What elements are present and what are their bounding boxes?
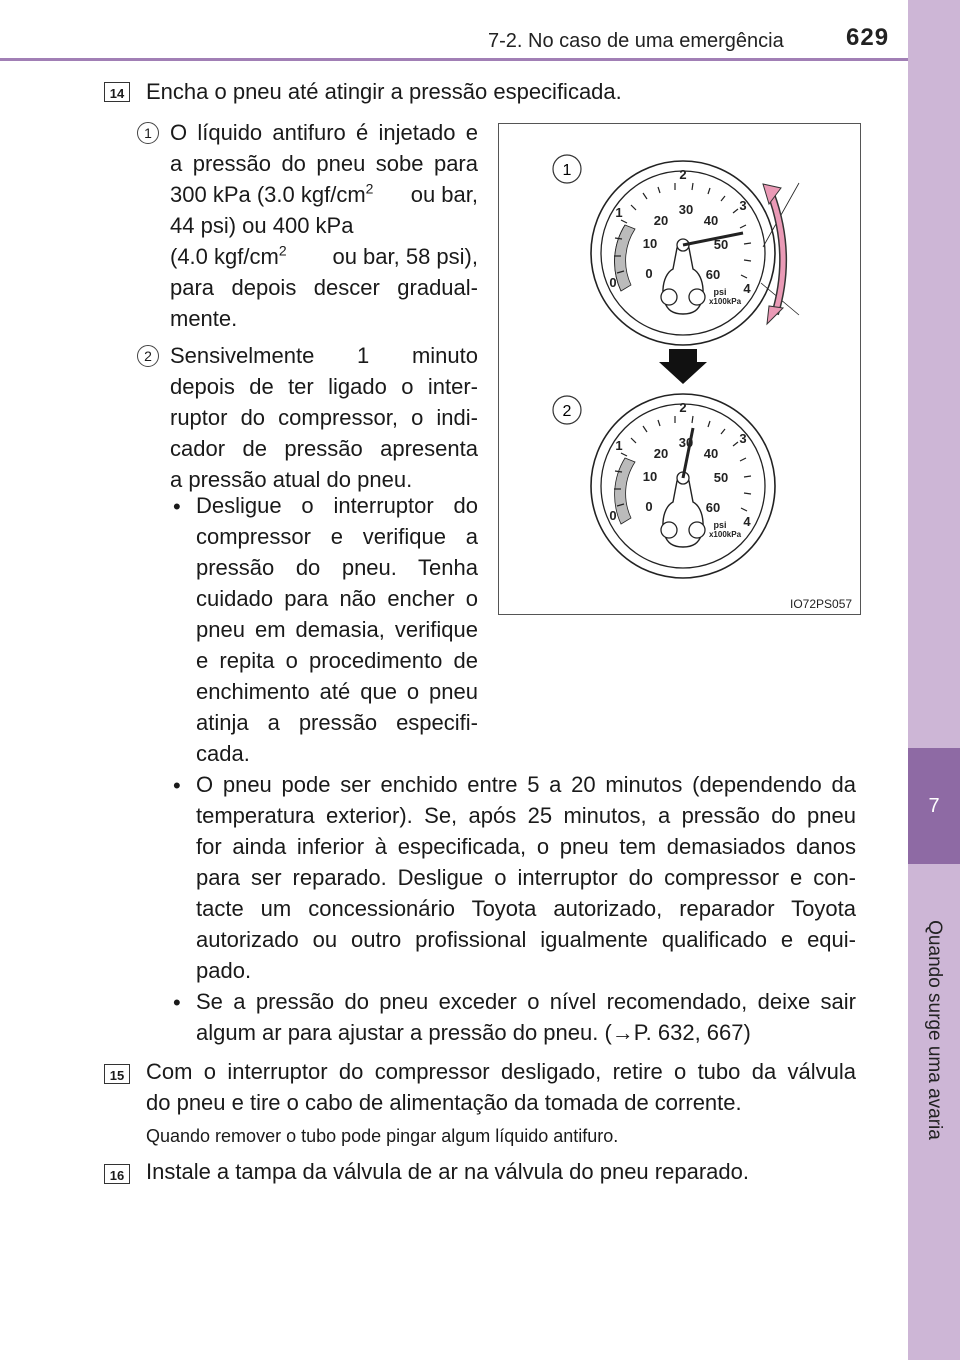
- step-14-title: Encha o pneu até atingir a pressão especificada.: [146, 79, 622, 104]
- text-line: algum ar para ajustar a pressão do pneu. (→P. 632, 667): [196, 1020, 751, 1045]
- chapter-title-tab: [908, 880, 960, 1180]
- step-number-16: 16: [104, 1164, 130, 1184]
- text-line: para depois descer gradual-: [170, 275, 478, 300]
- superscript: 2: [278, 242, 287, 259]
- gauge-1-unit-kpa: x100kPa: [708, 297, 742, 306]
- text-line: pneu em demasia, verifique: [196, 617, 478, 642]
- gauge-2-unit-kpa: x100kPa: [708, 530, 742, 539]
- text-line: a pressão do pneu sobe para: [170, 151, 478, 176]
- gauge-1-outer-4: 4: [743, 281, 751, 296]
- text-line: [170, 241, 478, 272]
- gauge-2-inner-40: 40: [703, 446, 719, 461]
- text-line: depois de ter ligado o inter-: [170, 374, 478, 399]
- text-line: cador de pressão apresenta: [170, 436, 478, 461]
- chapter-title: Quando surge uma avaria: [924, 920, 945, 1140]
- gauge-1-unit-psi: psi: [713, 287, 727, 297]
- text-line: pressão do pneu. Tenha: [196, 555, 478, 580]
- text-line: para ser reparado. Desligue o interruptor do compressor e con-: [196, 865, 856, 890]
- text-line: O pneu pode ser enchido entre 5 a 20 minutos (dependendo da: [196, 772, 856, 797]
- section-header: 7-2. No caso de uma emergência: [488, 30, 784, 52]
- gauge-2-inner-10: 10: [642, 469, 658, 484]
- text-line: Desligue o interruptor do: [196, 493, 478, 518]
- gauge-1-inner-0: 0: [645, 266, 653, 281]
- gauge-1-inner-60: 60: [705, 267, 721, 282]
- step-16-text: Instale a tampa da válvula de ar na válvula do pneu reparado.: [146, 1159, 749, 1184]
- chapter-number-tab[interactable]: [908, 748, 960, 864]
- gauge-2-unit-psi: psi: [713, 520, 727, 530]
- text-line: 44 psi) ou 400 kPa: [170, 213, 354, 238]
- bullet-2-text: [196, 769, 856, 986]
- text-line: atinja a pressão especifi-: [196, 710, 478, 735]
- text-line: ruptor do compressor, o indi-: [170, 405, 478, 430]
- text-line: Com o interruptor do compressor desligado, retire o tubo da válvula: [146, 1059, 856, 1084]
- bullet-marker: •: [173, 773, 181, 798]
- gauge-1-inner-50: 50: [713, 237, 729, 252]
- step-15-note: Quando remover o tubo pode pingar algum líquido antifuro.: [146, 1126, 619, 1146]
- text-line: a pressão atual do pneu.: [170, 467, 413, 492]
- gauge-1-outer-3: 3: [739, 198, 747, 213]
- gauge-1-outer-0: 0: [609, 275, 617, 290]
- gauge-1-inner-10: 10: [642, 236, 658, 251]
- text-line: O líquido antifuro é injetado e: [170, 120, 478, 145]
- step-number-14: 14: [104, 82, 130, 102]
- text-line: pado.: [196, 958, 252, 983]
- gauge-figure: [498, 123, 861, 615]
- header-rule: [0, 58, 908, 61]
- step-number-15: 15: [104, 1064, 130, 1084]
- text-fragment: ou bar,: [410, 182, 478, 207]
- callout-2: 2: [562, 403, 572, 420]
- text-line: tacte um concessionário Toyota autorizado, reparador Toyota: [196, 896, 856, 921]
- figure-code: IO72PS057: [790, 597, 853, 611]
- gauge-2: [591, 394, 775, 578]
- bullet-marker: •: [173, 990, 181, 1015]
- gauge-2-outer-1: 1: [615, 438, 623, 453]
- gauge-2-outer-2: 2: [679, 400, 687, 415]
- item-marker-1: 1: [137, 122, 159, 144]
- callout-1: 1: [562, 162, 572, 179]
- gauge-1-inner-20: 20: [653, 213, 669, 228]
- text-line: [170, 179, 478, 210]
- gauge-1-outer-1: 1: [615, 205, 623, 220]
- text-line: for ainda inferior à especificada, o pneu tem demasiados danos: [196, 834, 856, 859]
- text-line: e repita o procedimento de: [196, 648, 478, 673]
- text-line: mente.: [170, 306, 238, 331]
- gauge-1-inner-30: 30: [678, 202, 694, 217]
- gauge-1-outer-2: 2: [679, 167, 687, 182]
- bullet-3-text: [196, 986, 856, 1048]
- text-line: cada.: [196, 741, 250, 766]
- chapter-number: 7: [928, 794, 940, 817]
- gauge-1-inner-40: 40: [703, 213, 719, 228]
- gauge-2-inner-60: 60: [705, 500, 721, 515]
- superscript: 2: [365, 180, 374, 197]
- text-line: cuidado para não encher o: [196, 586, 478, 611]
- pressure-400: (4.0 kgf/cm: [170, 244, 279, 269]
- item-2-text: [170, 340, 478, 495]
- bullet-marker: •: [173, 494, 181, 519]
- gauge-2-inner-20: 20: [653, 446, 669, 461]
- gauge-2-outer-4: 4: [743, 514, 751, 529]
- item-1-text: [170, 117, 478, 334]
- text-line: autorizado ou outro profissional igualmente qualificado e equi-: [196, 927, 856, 952]
- text-line: do pneu e tire o cabo de alimentação da tomada de corrente.: [146, 1090, 742, 1115]
- text-line: compressor e verifique a: [196, 524, 478, 549]
- pressure-300: 300 kPa (3.0 kgf/cm: [170, 182, 366, 207]
- gauge-illustration: [499, 124, 860, 614]
- text-fragment: ou bar, 58 psi),: [332, 244, 478, 269]
- text-line: enchimento até que o pneu: [196, 679, 478, 704]
- gauge-2-outer-0: 0: [609, 508, 617, 523]
- gauge-2-inner-0: 0: [645, 499, 653, 514]
- gauge-2-outer-3: 3: [739, 431, 747, 446]
- text-line: temperatura exterior). Se, após 25 minutos, a pressão do pneu: [196, 803, 856, 828]
- transition-arrow: [659, 349, 707, 384]
- gauge-2-inner-30: 30: [678, 435, 694, 450]
- page-number: 629: [846, 24, 890, 51]
- text-line: Sensivelmente 1 minuto: [170, 343, 478, 368]
- bullet-1-text: [196, 490, 478, 769]
- gauge-2-inner-50: 50: [713, 470, 729, 485]
- item-marker-2: 2: [137, 345, 159, 367]
- step-15-text: [146, 1056, 856, 1118]
- text-line: Se a pressão do pneu exceder o nível recomendado, deixe sair: [196, 989, 856, 1014]
